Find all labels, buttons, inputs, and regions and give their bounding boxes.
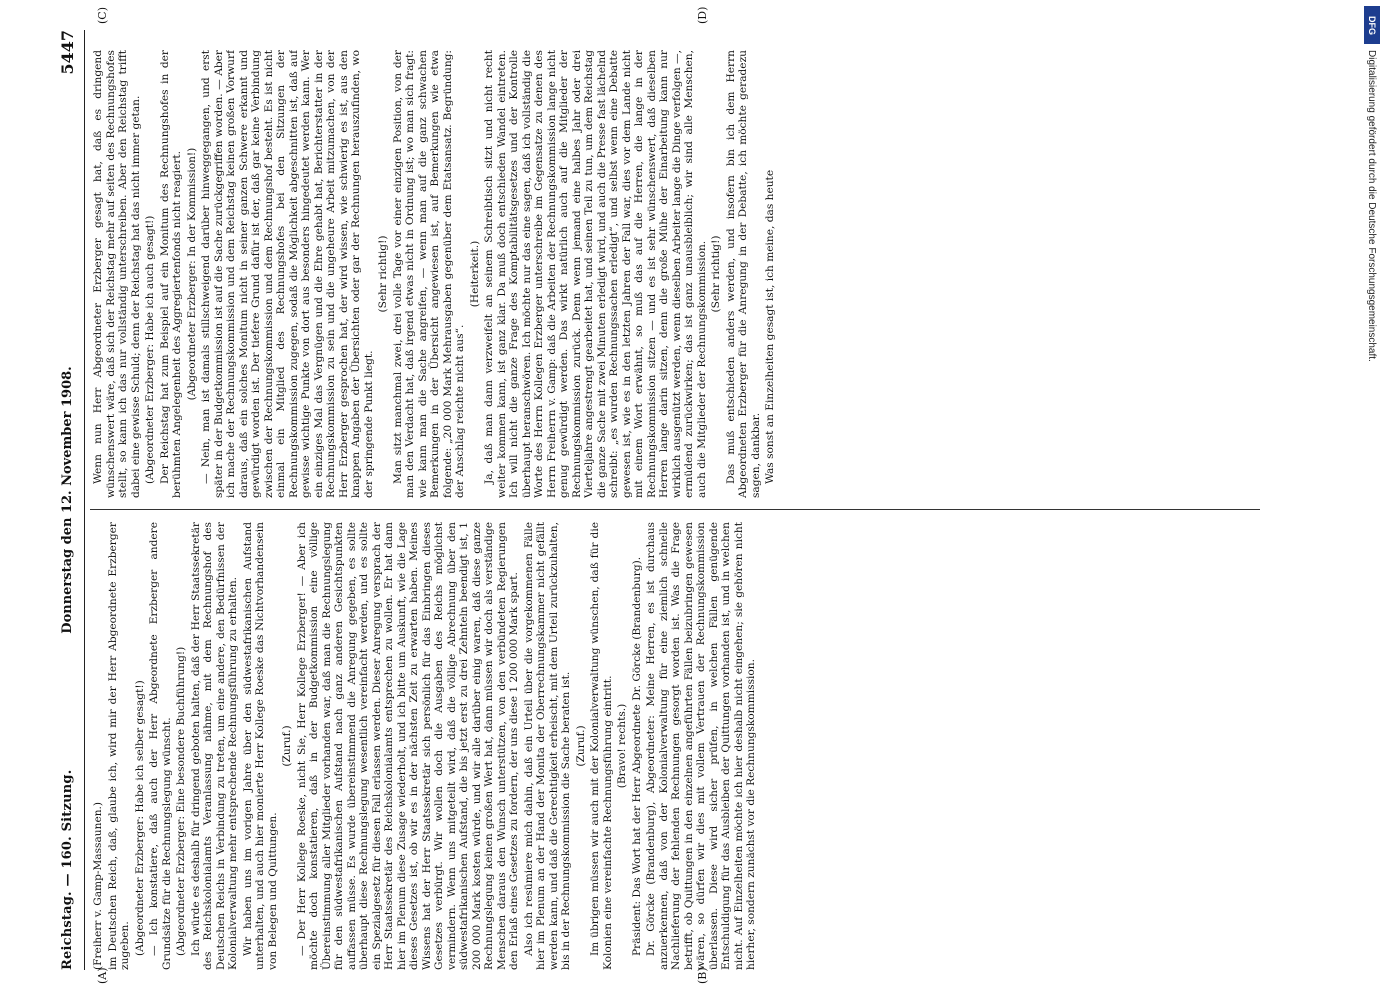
- paragraph: Das muß entschieden anders werden, und insofern bin ich dem Herrn Abgeordneten Erzberger für die Anregung in der Debatte, ich möchte geradezu sagen, dankbar.: [724, 50, 762, 498]
- margin-marker-c: (C): [96, 7, 109, 24]
- paragraph: Ja, daß man dann verzweifelt an seinem Schreibtisch sitzt und nicht recht weiter kommen kann, ist ganz klar. Da muß doch entschieden Wandel eintreten. Ich will nicht die ganze Frage des Komptabilitätsgesetzes und der Kontrolle überhaupt heranschwören. Ich möchte nur das eine sagen, daß ich vollständig die Worte des Herrn Kollegen Erzberger unterschreibe im Gegensatze zu denen des Herrn Freiherrn v. Gamp: daß die Arbeiten der Rechnungskommission lange nicht genug gewürdigt werden. Das wirkt natürlich auch auf die Mitglieder der Rechnungskommission zurück. Denn wenn jemand eine halbes Jahr oder drei Vierteljahre angestrengt gearbeitet hat, und seinen Teil zu tun, um dem Reichstag die ganze Sache mit zwei Minuten erledigt wird, und auch die Presse fast lächelnd schreibt: „es wurden Rechnungssachen erledigt“, und selbst wenn eine Debatte gewesen ist, wie es in den letzten Jahren der Fall war, dies vor dem Lande nicht mit einem Wort erwähnt, so muß das auf die Herren, die lange in der Rechnungskommission sitzen — und es ist sehr wünschenswert, daß dieselben Herren lange darin sitzen, denn die große Mühe der Einarbeitung kann nur wirklich ausgenützt werden, wenn dieselben Arbeiter lange die Dinge verfolgen —, ermüdend zurückwirken; das ist ganz unausbleiblich; wir sind alle Menschen, auch die Mitglieder der Rechnungskommission.: [483, 50, 708, 498]
- paragraph: Ich würde es deshalb für dringend geboten halten, daß der Herr Staatssekretär des Reichskolonialamts Veranlassung nähme, mit dem Rechnungshof des Deutschen Reichs in Verbindung zu treten, um eine andere, den Bedürfnissen der Kolonialverwaltung mehr entsprechende Rechnungsführung zu erhalten.: [189, 522, 239, 970]
- interjection: (Sehr richtig!): [377, 235, 389, 313]
- interjection: (Abgeordneter Erzberger: Eine besondere Buchführung!): [175, 646, 187, 956]
- paragraph: — Der Herr Kollege Roeske, nicht Sie, Herr Kollege Erzberger! — Aber ich möchte doch konstatieren, daß in der Budgetkommission eine völlige Übereinstimmung aller Mitglieder vorhanden war, daß man die Rechnungslegung für den südwestafrikanischen Aufstand nach ganz anderen Gesichtspunkten auffassen müsse. Es wurde übereinstimmend die Anregung gegeben, es sollte überhaupt diese Rechnungslegung wesentlich vereinfacht werden, und es sollte ein Spezialgesetz für diesen Fall erlassen werden. Dieser Anregung versprach der Herr Staatssekretär des Reichskolonialamts entsprechen zu wollen. Er hat dann hier im Plenum diese Zusage wiederholt, und ich bitte um Auskunft, wie die Lage dieses Gesetzes ist, ob wir es in der nächsten Zeit zu erwarten haben. Meines Wissens hat der Herr Staatssekretär sich persönlich für das Einbringen dieses Gesetzes verbürgt. Wir wollen doch die Ausgaben des Reichs möglichst vermindern. Wenn uns mitgeteilt wird, daß die völlige Abrechnung über den südwestafrikanischen Aufstand, die bis jetzt erst zu drei Zehnteln beendigt ist, 1 200 000 Mark kosten würde, und wir alle darüber einig waren, daß diese ganze Rechnungslegung keinen großen Wert hat, dann müssen wir doch als verständige Menschen daraus den Wunsch unterstützen, von den verbündeten Regierungen den Erlaß eines Gesetzes zu fordern, der uns diese 1 200 000 Mark spart.: [295, 522, 520, 970]
- header-left: Reichstag. — 160. Sitzung.: [60, 769, 75, 970]
- paragraph: Dr. Görcke (Brandenburg), Abgeordneter: Meine Herren, es ist durchaus anzuerkennen, daß von der Kolonialverwaltung für eine ziemlich schnelle Nachlieferung der fehlenden Rechnungen gesorgt worden ist. Was die Frage betrifft, ob Quittungen in den einzelnen angeführten Fällen beizubringen gewesen wären, so dürfen wir dies mit vollem Vertrauen der Rechnungskommission überlassen. Diese wird sicher prüfen, in welchen Fällen genügende Entschuldigung für das Ausbleiben der Quittungen vorhanden ist, und in welchen nicht. Auf Einzelheiten möchte ich hier deshalb nicht eingehen; sie gehören nicht hierher, sondern zunächst vor die Rechnungskommission.: [645, 522, 757, 970]
- interjection: (Bravo! rechts.): [616, 703, 628, 789]
- interjection: (Heiterkeit.): [468, 240, 481, 308]
- paragraph: — Nein, man ist damals stillschweigend darüber hinweggegangen, und erst später in der Budgetkommission ist auf die Sache zurückgegriffen worden. — Aber ich mache der Rechnungskommission und dem Reichstag keinen großen Vorwurf daraus, daß ein solches Monitum nicht in seiner ganzen Schwere erkannt und gewürdigt worden ist. Der tiefere Grund dafür ist der, daß gar keine Verbindung zwischen der Rechnungskommission und dem Rechnungshof besteht. Es ist nicht einmal ein Mitglied des Rechnungshofes bei den Sitzungen der Rechnungskommission zugegen, sodaß die Möglichkeit abgeschnitten ist, daß auf gewisse wichtige Punkte von dort aus besonders hingedeutet werden kann. Wer ein einziges Mal das Vergnügen und die Ehre gehabt hat, Berichterstatter in der Rechnungskommission zu sein und die ungeheure Arbeit mitzumachen, von der Herr Erzberger gesprochen hat, der wird wissen, wie schwierig es ist, aus den knappen Angaben der Übersichten oder gar der Rechnungen herauszufinden, wo der springende Punkt liegt.: [200, 50, 375, 498]
- right-column: [92, 50, 1282, 498]
- funding-note: Digitalisierung gefördert durch die Deutsche Forschungsgemeinschaft.: [1366, 50, 1377, 362]
- paragraph: Was sonst an Einzelheiten gesagt ist, ich meine, das heute: [764, 169, 776, 484]
- dfg-logo: DFG: [1364, 6, 1380, 44]
- margin-marker-b: (B): [696, 967, 709, 984]
- interjection: (Abgeordneter Erzberger: Habe ich selber gesagt!): [133, 680, 146, 956]
- margin-marker-a: (A): [96, 967, 109, 984]
- header-date: Donnerstag den 12. November 1908.: [60, 366, 75, 634]
- page-number: 5447: [58, 30, 77, 75]
- paragraph: Wir haben uns im vorigen Jahre über den südwestafrikanischen Aufstand unterhalten, und auch hier monierte Herr Kollege Roeske das Nichtvorhandensein von Belegen und Quittungen.: [241, 522, 279, 970]
- column-divider: [90, 509, 1260, 510]
- interjection: (Zuruf.): [281, 725, 293, 767]
- president-line: Präsident: Das Wort hat der Herr Abgeordnete Dr. Görcke (Brandenburg).: [630, 556, 643, 956]
- document-page: [56, 6, 1356, 984]
- interjection: (Zuruf.): [574, 725, 587, 767]
- paragraph: Im übrigen müssen wir auch mit der Kolonialverwaltung wünschen, daß für die Kolonien eine vereinfachte Rechnungsführung eintritt.: [589, 522, 614, 970]
- paragraph: Der Reichstag hat zum Beispiel auf ein Monitum des Rechnungshofes in der berühmten Angelegenheit des Aggregiertenfonds nicht reagiert.: [158, 50, 183, 498]
- interjection: (Sehr richtig!): [710, 235, 722, 313]
- paragraph: im Deutschen Reich, daß, glaube ich, wird mir der Herr Abgeordnete Erzberger zugeben.: [106, 522, 131, 970]
- interjection: (Abgeordneter Erzberger: Habe ich auch gesagt!): [144, 215, 156, 484]
- paragraph: Man sitzt manchmal zwei, drei volle Tage vor einer einzigen Position, von der man den Verdacht hat, daß irgend etwas nicht in Ordnung ist; wo man sich fragt: wie kann man die Sache angreifen, — wenn man auf die ganz schwachen Bemerkungen in der Übersicht angewiesen ist, auf Bemerkungen wie etwa folgende: „20 000 Mark Mehrausgaben gegenüber dem Etatsansatz. Begründung: der Anschlag reichte nicht aus“.: [391, 50, 466, 498]
- page-header: [56, 30, 85, 970]
- interjection: (Abgeordneter Erzberger: In der Kommission!): [185, 147, 198, 401]
- paragraph: — Ich konstatiere, daß auch der Herr Abgeordnete Erzberger andere Grundsätze für die Rechnungslegung wünscht.: [148, 522, 173, 970]
- paragraph: Wenn nun Herr Abgeordneter Erzberger gesagt hat, daß es dringend wünschenswert wäre, daß sich der Reichstag mehr auf seiten des Rechnungshofes stellt, so kann ich das nur vollständig unterschreiben. Aber den Reichstag trifft dabei eine gewisse Schuld; denn der Reichstag hat das nicht immer getan.: [92, 50, 142, 498]
- digitization-sidebar: [1359, 0, 1383, 1000]
- speaker-heading: (Freiherr v. Gamp-Massaunen.): [92, 801, 104, 970]
- left-column: [92, 522, 1282, 970]
- paragraph: Also ich resümiere mich dahin, daß ein Urteil über die vorgekommenen Fälle hier im Plenum an der Hand der Monita der Oberrechnungskammer nicht gefällt werden kann, und daß die Gerechtigkeit erheischt, mit dem Urteil zurückzuhalten, bis in der Rechnungskommission die Sache beraten ist.: [522, 522, 572, 970]
- margin-marker-d: (D): [696, 6, 709, 24]
